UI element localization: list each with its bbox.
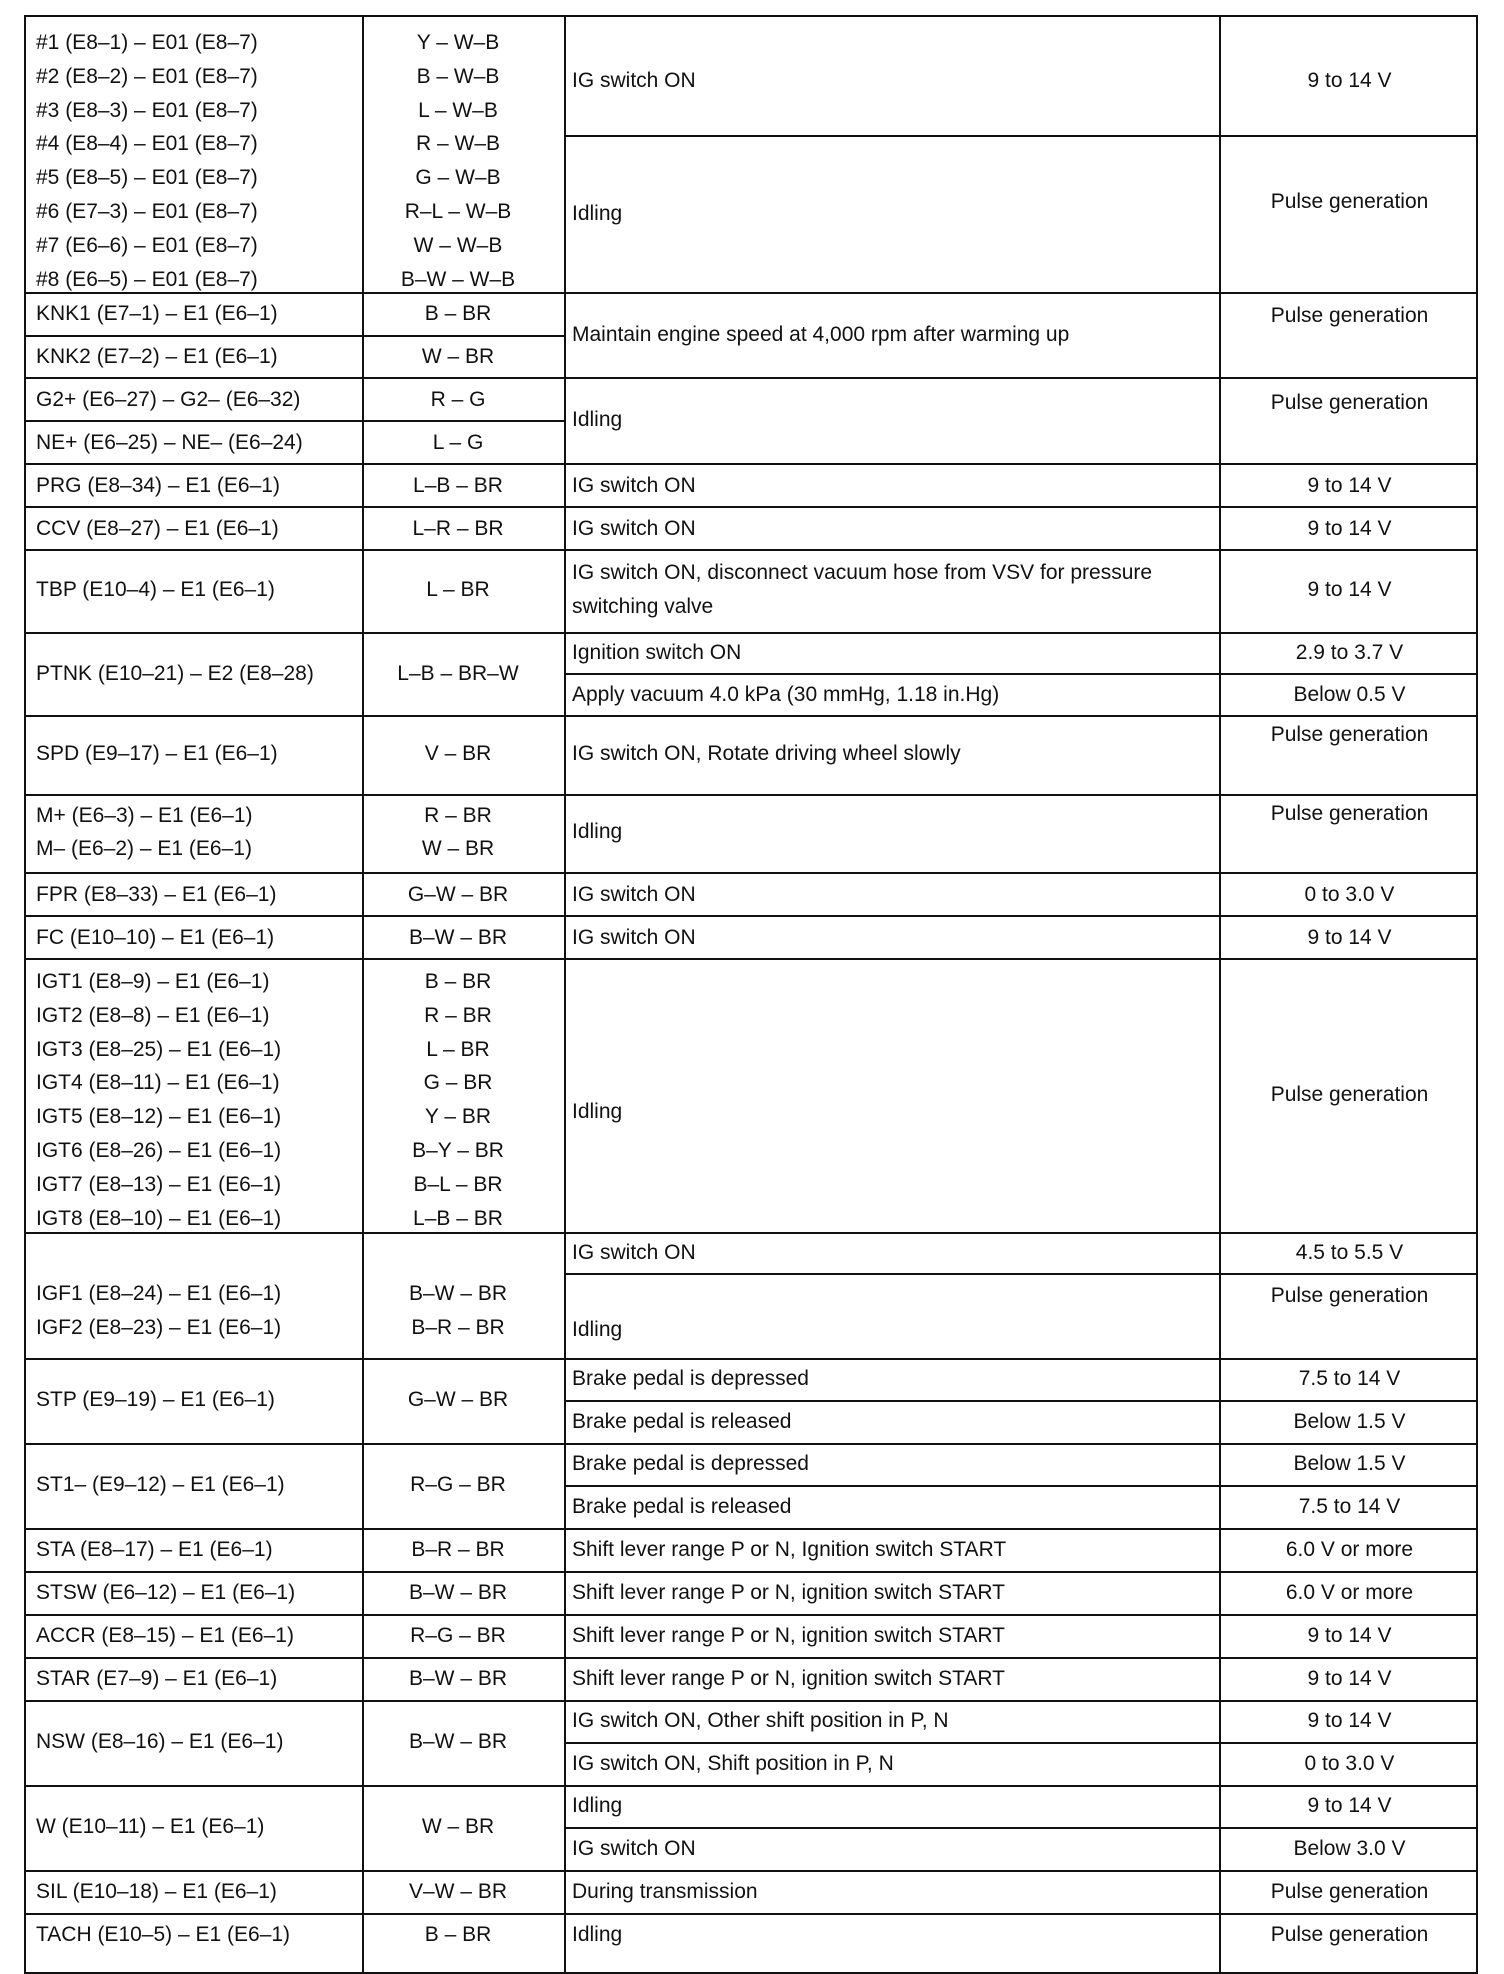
condition-label: IG switch ON <box>572 1241 696 1264</box>
condition-label: IG switch ON <box>572 69 696 92</box>
terminal-label: M+ (E6–3) – E1 (E6–1) <box>36 804 253 827</box>
spec-value: 9 to 14 V <box>1307 1794 1392 1817</box>
wiring-color: L – G <box>432 431 484 454</box>
spec-value: Pulse generation <box>1270 304 1429 327</box>
wiring-color: Y – BR <box>424 1105 492 1129</box>
spec-value: Pulse generation <box>1270 1284 1429 1307</box>
row-divider <box>26 549 1478 551</box>
terminal-label: TACH (E10–5) – E1 (E6–1) <box>36 1923 291 1946</box>
terminal-label: #8 (E6–5) – E01 (E8–7) <box>36 267 258 291</box>
wiring-color: G – W–B <box>415 166 501 190</box>
wiring-color: R – BR <box>424 804 492 827</box>
wiring-color: L–B – BR–W <box>397 662 519 685</box>
row-divider <box>26 1785 1478 1787</box>
wiring-color: B–R – BR <box>411 1316 505 1339</box>
wiring-color: B – W–B <box>416 64 500 88</box>
spec-value: Below 3.0 V <box>1293 1837 1406 1860</box>
wiring-cell <box>362 26 554 296</box>
terminal-label: CCV (E8–27) – E1 (E6–1) <box>36 517 279 540</box>
terminal-label: PTNK (E10–21) – E2 (E8–28) <box>36 662 314 685</box>
condition-label: Maintain engine speed at 4,000 rpm after warming up <box>572 323 1070 346</box>
wiring-color: B–W – BR <box>408 926 508 949</box>
wiring-color: W – BR <box>421 345 495 368</box>
wiring-color: V – BR <box>424 742 492 765</box>
wiring-color: L – W–B <box>418 98 498 122</box>
column-divider <box>564 17 566 1974</box>
spec-value: Below 1.5 V <box>1293 1452 1406 1475</box>
terminal-label: ACCR (E8–15) – E1 (E6–1) <box>36 1624 294 1647</box>
condition-label: Brake pedal is released <box>572 1410 792 1433</box>
condition-label: Shift lever range P or N, Ignition switch START <box>572 1538 1007 1561</box>
terminal-label: W (E10–11) – E1 (E6–1) <box>36 1815 265 1838</box>
condition-label: Idling <box>572 1923 623 1946</box>
row-divider <box>26 632 1478 634</box>
terminal-label: SPD (E9–17) – E1 (E6–1) <box>36 742 278 765</box>
row-divider <box>26 1913 1478 1915</box>
row-divider <box>26 1700 1478 1702</box>
wiring-color: L–B – BR <box>413 1206 503 1230</box>
row-divider <box>26 1358 1478 1360</box>
wiring-color: R–L – W–B <box>404 199 512 223</box>
spec-value: 9 to 14 V <box>1307 1709 1392 1732</box>
sub-row-divider <box>564 1485 1478 1487</box>
row-divider <box>26 1657 1478 1659</box>
spec-value: Below 1.5 V <box>1293 1410 1406 1433</box>
terminal-label: KNK2 (E7–2) – E1 (E6–1) <box>36 345 278 368</box>
wiring-color: W – BR <box>421 837 495 860</box>
condition-label: Shift lever range P or N, ignition switch START <box>572 1624 1006 1647</box>
wiring-color: B–R – BR <box>411 1538 505 1561</box>
terminal-label: #1 (E8–1) – E01 (E8–7) <box>36 31 258 54</box>
condition-label: During transmission <box>572 1880 758 1903</box>
spec-value: 9 to 14 V <box>1307 474 1392 497</box>
terminal-label: M– (E6–2) – E1 (E6–1) <box>36 837 252 860</box>
wiring-cell <box>362 965 554 1235</box>
wiring-color: L–R – BR <box>412 517 504 540</box>
row-divider <box>26 872 1478 874</box>
condition-label: IG switch ON, Shift position in P, N <box>572 1752 894 1775</box>
spec-value: 7.5 to 14 V <box>1298 1367 1401 1390</box>
row-divider <box>26 915 1478 917</box>
condition-label: IG switch ON <box>572 1837 696 1860</box>
condition-label: Brake pedal is depressed <box>572 1367 809 1390</box>
spec-value: 9 to 14 V <box>1307 517 1392 540</box>
spec-value: 7.5 to 14 V <box>1298 1495 1401 1518</box>
sub-row-divider <box>26 335 564 337</box>
spec-value: Pulse generation <box>1270 1083 1429 1106</box>
terminal-label: IGF2 (E8–23) – E1 (E6–1) <box>36 1316 282 1339</box>
wiring-color: B – BR <box>424 302 492 325</box>
spec-value: 9 to 14 V <box>1307 1667 1392 1690</box>
row-divider <box>26 1571 1478 1573</box>
terminal-label: IGT5 (E8–12) – E1 (E6–1) <box>36 1105 282 1129</box>
terminal-label: STA (E8–17) – E1 (E6–1) <box>36 1538 273 1561</box>
terminal-label: #4 (E8–4) – E01 (E8–7) <box>36 132 258 156</box>
sub-row-divider <box>564 135 1478 137</box>
condition-label: IG switch ON <box>572 883 696 906</box>
sub-row-divider <box>564 1827 1478 1829</box>
terminal-label: STAR (E7–9) – E1 (E6–1) <box>36 1667 278 1690</box>
wiring-color: R–G – BR <box>410 1473 506 1496</box>
terminal-label: IGT3 (E8–25) – E1 (E6–1) <box>36 1037 282 1061</box>
terminal-label: KNK1 (E7–1) – E1 (E6–1) <box>36 302 278 325</box>
condition-label: Brake pedal is released <box>572 1495 792 1518</box>
condition-label: Idling <box>572 202 623 225</box>
spec-value: 2.9 to 3.7 V <box>1295 641 1404 664</box>
terminal-label: NE+ (E6–25) – NE– (E6–24) <box>36 431 303 454</box>
spec-value: Pulse generation <box>1270 1880 1429 1903</box>
terminal-label: FC (E10–10) – E1 (E6–1) <box>36 926 275 949</box>
row-divider <box>26 1528 1478 1530</box>
terminal-cell <box>36 965 281 1235</box>
spec-value: 6.0 V or more <box>1285 1538 1414 1561</box>
wiring-color: R – G <box>430 388 486 411</box>
row-divider <box>26 715 1478 717</box>
wiring-color: L – BR <box>426 1037 490 1061</box>
terminal-label: IGT2 (E8–8) – E1 (E6–1) <box>36 1003 270 1027</box>
sub-row-divider <box>26 420 564 422</box>
condition-label: IG switch ON <box>572 926 696 949</box>
spec-value: 9 to 14 V <box>1307 69 1392 92</box>
wiring-color: B–Y – BR <box>412 1138 504 1162</box>
spec-value: Pulse generation <box>1270 723 1429 746</box>
terminal-label: SIL (E10–18) – E1 (E6–1) <box>36 1880 277 1903</box>
wiring-color: B–W – BR <box>408 1282 508 1305</box>
wiring-color: B – BR <box>424 1923 492 1946</box>
terminal-label: #5 (E8–5) – E01 (E8–7) <box>36 166 258 190</box>
wiring-color: W – BR <box>421 1815 495 1838</box>
terminal-label: TBP (E10–4) – E1 (E6–1) <box>36 578 275 601</box>
condition-label: Ignition switch ON <box>572 641 742 664</box>
condition-label: Brake pedal is depressed <box>572 1452 809 1475</box>
wiring-color: G–W – BR <box>407 883 509 906</box>
terminal-label: #6 (E7–3) – E01 (E8–7) <box>36 199 258 223</box>
wiring-color: G – BR <box>423 1071 493 1095</box>
wiring-color: B–W – BR <box>408 1581 508 1604</box>
condition-label: Apply vacuum 4.0 kPa (30 mmHg, 1.18 in.Hg) <box>572 683 1000 706</box>
spec-value: 6.0 V or more <box>1285 1581 1414 1604</box>
row-divider <box>26 377 1478 379</box>
wiring-color: V–W – BR <box>408 1880 508 1903</box>
condition-label: Idling <box>572 1794 623 1817</box>
terminal-label: STP (E9–19) – E1 (E6–1) <box>36 1388 275 1411</box>
terminal-label: PRG (E8–34) – E1 (E6–1) <box>36 474 280 497</box>
row-divider <box>26 1614 1478 1616</box>
wiring-color: B–W – BR <box>408 1667 508 1690</box>
spec-value: 9 to 14 V <box>1307 1624 1392 1647</box>
condition-label: Idling <box>572 820 623 843</box>
wiring-color: W – W–B <box>413 233 503 257</box>
terminal-cell <box>36 26 258 296</box>
row-divider <box>26 506 1478 508</box>
terminal-label: IGT8 (E8–10) – E1 (E6–1) <box>36 1206 282 1230</box>
wiring-color: R – W–B <box>415 132 501 156</box>
spec-value: 0 to 3.0 V <box>1304 883 1395 906</box>
terminal-label: IGT1 (E8–9) – E1 (E6–1) <box>36 970 270 993</box>
condition-label: Idling <box>572 408 623 431</box>
wiring-color: B–W – W–B <box>400 267 516 291</box>
spec-value: 9 to 14 V <box>1307 926 1392 949</box>
terminal-label: #3 (E8–3) – E01 (E8–7) <box>36 98 258 122</box>
terminal-label: IGT6 (E8–26) – E1 (E6–1) <box>36 1138 282 1162</box>
terminal-label: ST1– (E9–12) – E1 (E6–1) <box>36 1473 285 1496</box>
terminal-label: #7 (E6–6) – E01 (E8–7) <box>36 233 258 257</box>
wiring-color: R–G – BR <box>410 1624 506 1647</box>
row-divider <box>26 794 1478 796</box>
spec-value: Pulse generation <box>1270 391 1429 414</box>
wiring-color: B–W – BR <box>408 1730 508 1753</box>
sub-row-divider <box>564 673 1478 675</box>
sub-row-divider <box>564 1400 1478 1402</box>
wiring-color: Y – W–B <box>416 31 500 54</box>
condition-label: Shift lever range P or N, ignition switch START <box>572 1581 1006 1604</box>
spec-value: 0 to 3.0 V <box>1304 1752 1395 1775</box>
row-divider <box>26 958 1478 960</box>
row-divider <box>26 1443 1478 1445</box>
spec-value: 4.5 to 5.5 V <box>1295 1241 1404 1264</box>
condition-label: Idling <box>572 1100 623 1123</box>
condition-label: Shift lever range P or N, ignition switch START <box>572 1667 1006 1690</box>
spec-value: Below 0.5 V <box>1293 683 1406 706</box>
wiring-color: R – BR <box>424 1003 492 1027</box>
terminal-label: #2 (E8–2) – E01 (E8–7) <box>36 64 258 88</box>
sub-row-divider <box>564 1742 1478 1744</box>
wiring-color: G–W – BR <box>407 1388 509 1411</box>
condition-label: IG switch ON, Other shift position in P, N <box>572 1709 949 1732</box>
wiring-color: L – BR <box>426 578 490 601</box>
condition-label: IG switch ON, Rotate driving wheel slowly <box>572 742 961 765</box>
spec-value: Pulse generation <box>1270 802 1429 825</box>
terminal-label: STSW (E6–12) – E1 (E6–1) <box>36 1581 296 1604</box>
row-divider <box>26 1870 1478 1872</box>
row-divider <box>26 463 1478 465</box>
terminal-label: G2+ (E6–27) – G2– (E6–32) <box>36 388 301 411</box>
wiring-color: L–B – BR <box>413 474 503 497</box>
terminal-voltage-table <box>24 15 1478 1974</box>
spec-value: 9 to 14 V <box>1307 578 1392 601</box>
wiring-color: B – BR <box>424 970 492 993</box>
terminal-label: IGT4 (E8–11) – E1 (E6–1) <box>36 1071 280 1095</box>
spec-value: Pulse generation <box>1270 1923 1429 1946</box>
condition-label: IG switch ON <box>572 474 696 497</box>
terminal-label: NSW (E8–16) – E1 (E6–1) <box>36 1730 284 1753</box>
wiring-color: B–L – BR <box>413 1172 503 1196</box>
terminal-label: IGT7 (E8–13) – E1 (E6–1) <box>36 1172 282 1196</box>
condition-label: IG switch ON <box>572 517 696 540</box>
terminal-label: FPR (E8–33) – E1 (E6–1) <box>36 883 277 906</box>
sub-row-divider <box>564 1273 1478 1275</box>
terminal-label: IGF1 (E8–24) – E1 (E6–1) <box>36 1282 282 1305</box>
spec-value: Pulse generation <box>1270 190 1429 213</box>
condition-label: Idling <box>572 1318 623 1341</box>
condition-label: IG switch ON, disconnect vacuum hose from VSV for pressure switching valve <box>572 561 1153 618</box>
